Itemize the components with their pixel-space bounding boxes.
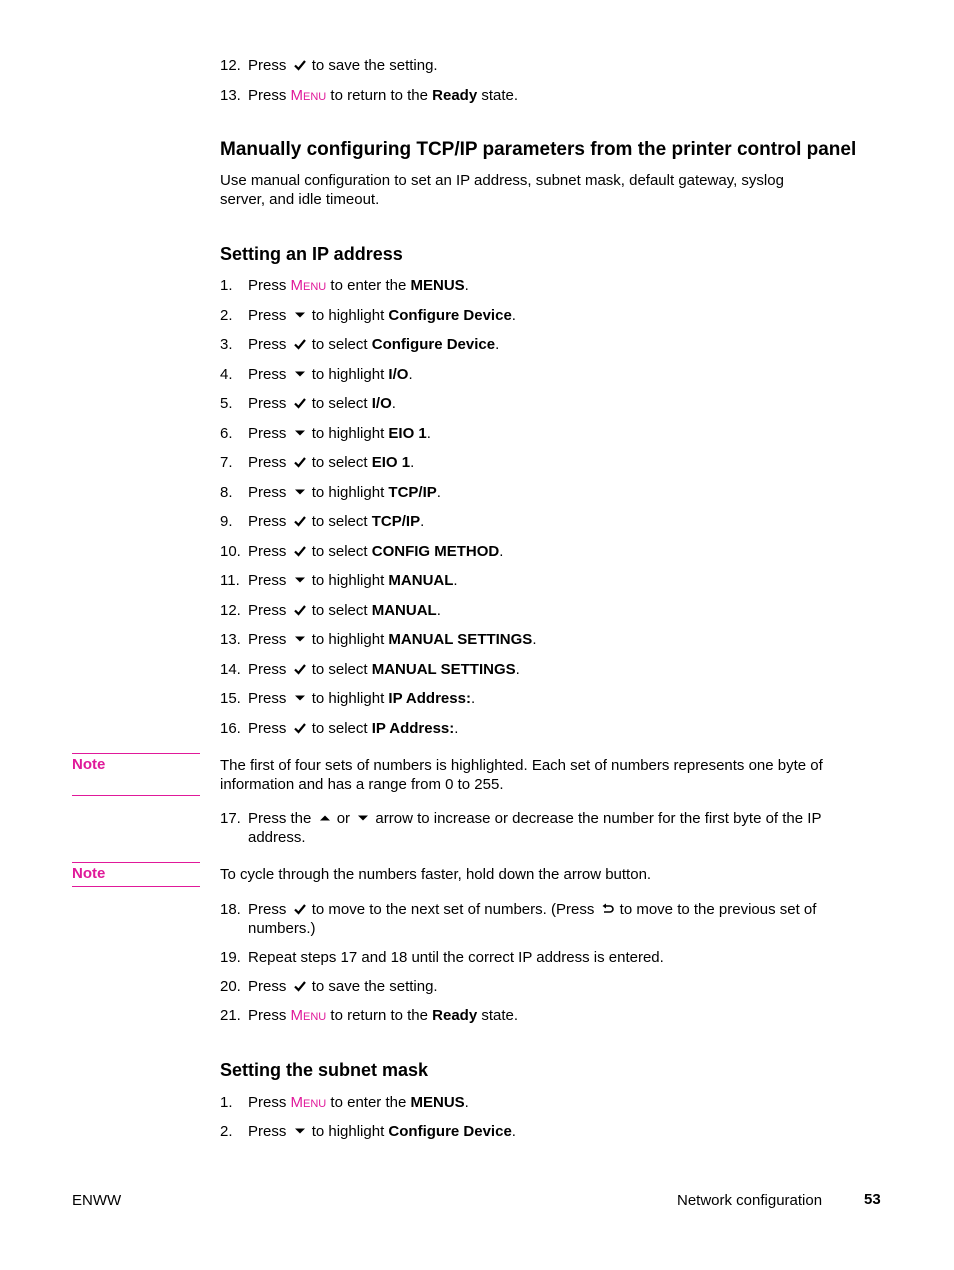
back-arrow-icon (602, 903, 614, 915)
ip-step-2: 2. Press to highlight Configure Device. (220, 307, 516, 324)
note-rule-bottom (72, 886, 200, 887)
ip-step-8: 8. Press to highlight TCP/IP. (220, 484, 441, 501)
checkmark-icon (294, 980, 306, 992)
down-arrow-icon (294, 1125, 306, 1137)
ip-heading: Setting an IP address (220, 244, 403, 264)
ip-step-3: 3. Press to select Configure Device. (220, 336, 500, 353)
note-label: Note (72, 756, 106, 773)
step-21: 21. Press MENU to return to the Ready state. (220, 1007, 519, 1024)
checkmark-icon (294, 604, 306, 616)
ip-step-15: 15. Press to highlight IP Address:. (220, 690, 476, 707)
down-arrow-icon (294, 309, 306, 321)
ip-step-4: 4. Press to highlight I/O. (220, 366, 413, 383)
ip-step-16: 16. Press to select IP Address:. (220, 720, 459, 737)
checkmark-icon (294, 515, 306, 527)
ip-step-10: 10. Press to select CONFIG METHOD. (220, 543, 504, 560)
menu-button-label: MENU (290, 1007, 327, 1024)
footer-left: ENWW (72, 1192, 122, 1209)
down-arrow-icon (294, 692, 306, 704)
checkmark-icon (294, 663, 306, 675)
ip-step-11: 11. Press to highlight MANUAL. (220, 572, 458, 589)
note-label: Note (72, 865, 106, 882)
note-rule-top (72, 862, 200, 863)
down-arrow-icon (294, 427, 306, 439)
step-18-cont: numbers.) (248, 920, 316, 937)
footer-section: Network configuration (677, 1192, 823, 1209)
checkmark-icon (294, 722, 306, 734)
checkmark-icon (294, 338, 306, 350)
step-12-save: 12. Press to save the setting. (220, 57, 438, 74)
down-arrow-icon (294, 574, 306, 586)
note-rule-bottom (72, 795, 200, 796)
down-arrow-icon (357, 812, 369, 824)
ip-step-1: 1. Press MENU to enter the MENUS. (220, 277, 469, 294)
ip-step-7: 7. Press to select EIO 1. (220, 454, 415, 471)
subnet-step-2: 2. Press to highlight Configure Device. (220, 1123, 516, 1140)
note-text: The first of four sets of numbers is highlighted. Each set of numbers represents one byte of information and has a range from 0 to 255. (220, 757, 823, 793)
menu-button-label: MENU (290, 1094, 327, 1111)
checkmark-icon (294, 456, 306, 468)
subnet-step-1: 1. Press MENU to enter the MENUS. (220, 1094, 469, 1111)
ip-step-12: 12. Press to select MANUAL. (220, 602, 441, 619)
down-arrow-icon (294, 633, 306, 645)
menu-button-label: MENU (290, 277, 327, 294)
down-arrow-icon (294, 486, 306, 498)
up-arrow-icon (319, 812, 331, 824)
ip-step-14: 14. Press to select MANUAL SETTINGS. (220, 661, 520, 678)
ip-step-6: 6. Press to highlight EIO 1. (220, 425, 431, 442)
step-13-return: 13. Press MENU to return to the Ready state. (220, 87, 519, 104)
checkmark-icon (294, 397, 306, 409)
menu-button-label: MENU (290, 87, 327, 104)
note-rule-top (72, 753, 200, 754)
checkmark-icon (294, 903, 306, 915)
step-17: 17. Press the or arrow to increase or decrease the number for the first byte of the IP (220, 810, 822, 827)
section-title: Manually configuring TCP/IP parameters from the printer control panel (220, 139, 857, 160)
step-19: 19. Repeat steps 17 and 18 until the correct IP address is entered. (220, 949, 664, 966)
section-intro: Use manual configuration to set an IP address, subnet mask, default gateway, syslog server, and idle timeout. (220, 172, 784, 208)
step-18: 18. Press to move to the next set of numbers. (Press to move to the previous set of (220, 901, 817, 918)
ip-step-13: 13. Press to highlight MANUAL SETTINGS. (220, 631, 537, 648)
ip-step-5: 5. Press to select I/O. (220, 395, 396, 412)
page-number: 53 (864, 1191, 881, 1208)
ip-step-9: 9. Press to select TCP/IP. (220, 513, 425, 530)
down-arrow-icon (294, 368, 306, 380)
subnet-heading: Setting the subnet mask (220, 1060, 429, 1080)
checkmark-icon (294, 59, 306, 71)
note-text: To cycle through the numbers faster, hold down the arrow button. (220, 866, 652, 883)
checkmark-icon (294, 545, 306, 557)
step-17-cont: address. (248, 829, 306, 846)
step-20: 20. Press to save the setting. (220, 978, 438, 995)
